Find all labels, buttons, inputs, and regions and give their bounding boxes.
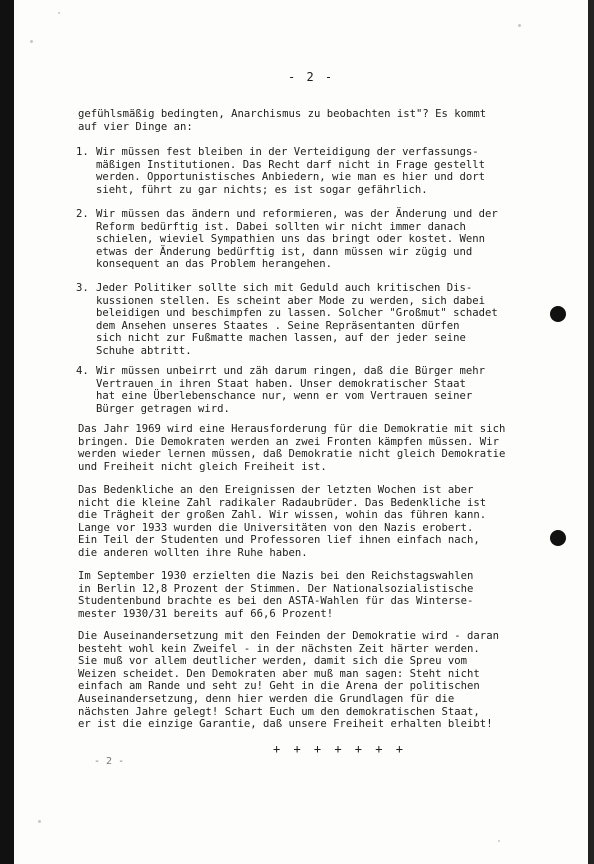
- paragraph-2: Das Bedenkliche an den Ereignissen der letzten Wochen ist aber nicht die kleine Zahl radikaler Radaubrüder. Das Bedenkliche ist die Trägheit der großen Zahl. Wir wissen, wohin das führen kann. Lange vor 1933 wurden die Universitäten von den Nazis erobert. Ein Teil der Studenten und Professoren lief ihnen einfach nach, die anderen wollten ihre Ruhe haben.: [78, 484, 487, 559]
- paragraph-4: Die Auseinandersetzung mit den Feinden der Demokratie wird - daran besteht wohl kein Zweifel - in der nächsten Zeit härter werden. Sie muß vor allem deutlicher werden, damit sich die Spreu vom Weizen scheidet. Den Demokraten aber muß man sagen: Steht nicht einfach am Rande und seht zu! Geht in die Arena der politischen Auseinandersetzung, denn hier werden die Grundlagen für die nächsten Jahre gelegt! Schart Euch um den demokratischen Staat, er ist die einzige Garantie, daß unsere Freiheit erhalten bleibt!: [78, 630, 499, 731]
- list-text: Wir müssen unbeirrt und zäh darum ringen, daß die Bürger mehr Vertrauen in ihren Staat haben. Unser demokratischer Staat hat eine Überlebenschance nur, wenn er vom Vertrauen seiner Bürger getragen wird.: [96, 365, 486, 415]
- punch-hole-icon: [550, 306, 566, 322]
- list-text: Wir müssen das ändern und reformieren, was der Änderung und der Reform bedürftig ist. Dabei sollten wir nicht immer danach schielen, wieviel Sympathien uns das bringt oder kostet. Wenn etwas der Änderung bedürftig ist, dann müssen wir zügig und konsequent an das Problem herangehen.: [96, 208, 498, 271]
- scan-speck: [518, 24, 521, 27]
- list-text: Wir müssen fest bleiben in der Verteidigung der verfassungs- mäßigen Institutionen. Das Recht darf nicht in Frage gestellt werden. Opportunistisches Anbiedern, wie man es hier und dort sieht, führt zu gar nichts; es ist sogar gefährlich.: [96, 146, 486, 196]
- intro-text: gefühlsmäßig bedingten, Anarchismus zu beobachten ist"? Es kommt auf vier Dinge an:: [78, 108, 487, 133]
- list-text: Jeder Politiker sollte sich mit Geduld auch kritischen Dis- kussionen stellen. Es scheint aber Mode zu werden, sich dabei beleidigen und beschimpfen zu lassen. Solcher "Großmut" schadet dem Ansehen unseres Staates . Seine Repräsentanten dürfen sich nicht zur Fußmatte machen lassen, auf der jeder seine Schuhe abtritt.: [96, 282, 498, 357]
- separator-line: + + + + + + +: [273, 742, 406, 756]
- list-number: 4.: [76, 365, 89, 377]
- scan-speck: [30, 40, 33, 43]
- document-page: [18, 0, 588, 864]
- paragraph-3: Im September 1930 erzielten die Nazis bei den Reichstagswahlen in Berlin 12,8 Prozent der Stimmen. Der Nationalsozialistische Studentenbund brachte es bei den ASTA-Wahlen für das Winterse- mester 1930/31 bereits auf 66,6 Prozent!: [78, 570, 474, 620]
- list-number: 1.: [76, 146, 89, 158]
- punch-hole-icon: [550, 530, 566, 546]
- paragraph-1: Das Jahr 1969 wird eine Herausforderung für die Demokratie mit sich bringen. Die Demokraten werden an zwei Fronten kämpfen müssen. Wir werden wieder lernen müssen, daß Demokratie nicht gleich Demokratie und Freiheit nicht gleich Freiheit ist.: [78, 423, 506, 473]
- scan-border-left: [0, 0, 14, 864]
- list-number: 3.: [76, 282, 89, 294]
- page-number: - 2 -: [288, 70, 335, 84]
- scan-speck: [498, 840, 500, 842]
- scan-border-right: [588, 0, 594, 864]
- footer-page-mark: - 2 -: [94, 756, 125, 767]
- scan-speck: [58, 12, 60, 14]
- list-number: 2.: [76, 208, 89, 220]
- scan-speck: [38, 820, 41, 823]
